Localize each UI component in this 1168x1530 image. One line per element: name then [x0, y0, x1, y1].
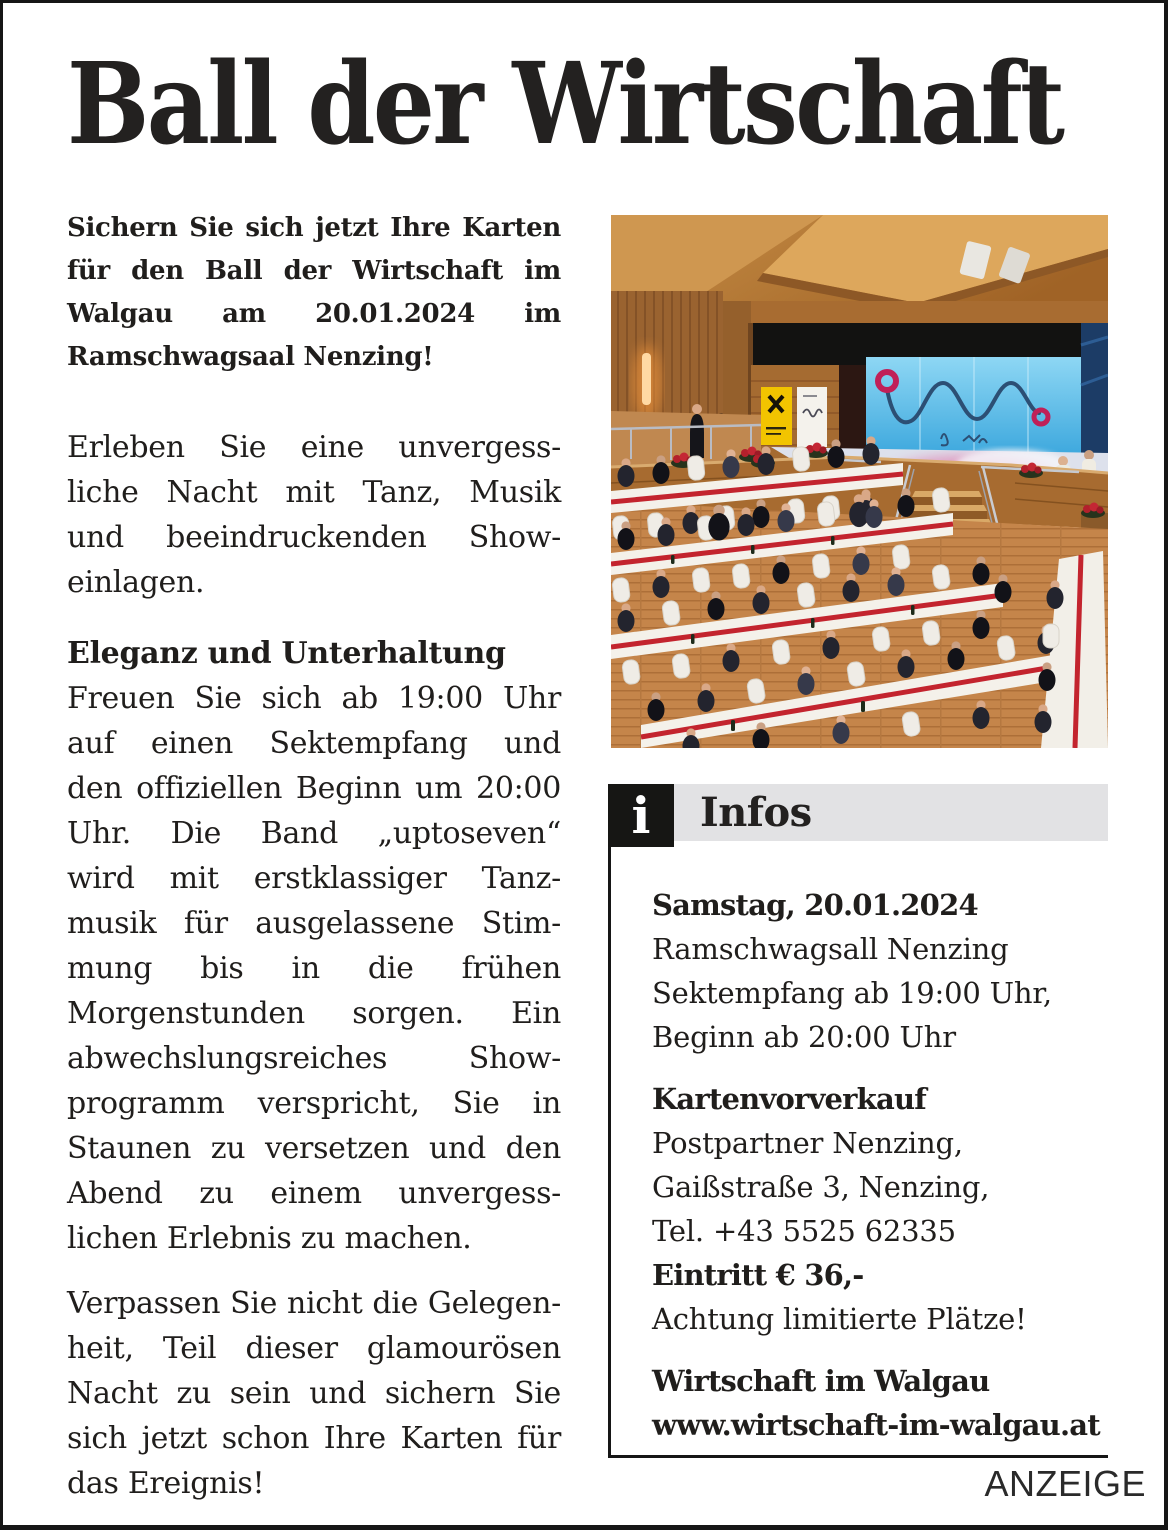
tickets-address-1: Postpartner Nenzing, — [652, 1126, 963, 1160]
article-column — [67, 207, 561, 1506]
infobox-title: Infos — [700, 789, 812, 836]
lead-line: Walgau am 20.01.2024 im — [67, 299, 561, 329]
body-line: wird mit erstklassiger Tanz- — [67, 861, 561, 896]
section-gap — [652, 1059, 1100, 1077]
tickets-note: Achtung limitierte Plätze! — [652, 1302, 1027, 1336]
info-box — [608, 784, 1108, 1458]
body-line: lichen Erlebnis zu machen. — [67, 1221, 472, 1256]
event-date: Samstag, 20.01.2024 — [652, 888, 978, 922]
infobox-title-bar — [674, 784, 1108, 841]
lead-paragraph — [67, 207, 561, 379]
page-title: Ball der Wirtschaft — [67, 39, 1063, 170]
section-gap — [652, 1341, 1100, 1359]
lead-line: für den Ball der Wirtschaft im — [67, 256, 561, 286]
ticket-price: Eintritt € 36,- — [652, 1258, 864, 1292]
paragraph-program — [67, 676, 561, 1261]
body-line: mung bis in die frühen — [67, 951, 561, 986]
body-line: musik für ausgelassene Stim- — [67, 906, 561, 941]
subheading: Eleganz und Unterhaltung — [67, 636, 506, 671]
body-line: liche Nacht mit Tanz, Musik — [67, 475, 561, 510]
paragraph-intro — [67, 425, 561, 605]
infobox-body — [611, 847, 1108, 1447]
paragraph-closing — [67, 1281, 561, 1506]
organizer-name: Wirtschaft im Walgau — [652, 1364, 990, 1398]
event-reception: Sektempfang ab 19:00 Uhr, — [652, 976, 1052, 1010]
event-begin: Beginn ab 20:00 Uhr — [652, 1020, 956, 1054]
tickets-phone: Tel. +43 5525 62335 — [652, 1214, 956, 1248]
ballroom-photo — [611, 215, 1108, 748]
body-line: Abend zu einem unvergess- — [67, 1176, 561, 1211]
body-line: Freuen Sie sich ab 19:00 Uhr — [67, 681, 561, 716]
event-venue: Ramschwagsall Nenzing — [652, 932, 1009, 966]
body-line: Staunen zu versetzen und den — [67, 1131, 561, 1166]
lead-line: Ramschwagsaal Nenzing! — [67, 342, 434, 372]
body-line: einlagen. — [67, 565, 205, 600]
body-line: sich jetzt schon Ihre Karten für — [67, 1421, 561, 1456]
organizer-website: www.wirtschaft-im-walgau.at — [652, 1408, 1100, 1442]
body-line: abwechslungsreiches Show- — [67, 1041, 561, 1076]
body-line: Nacht zu sein und sichern Sie — [67, 1376, 561, 1411]
tickets-address-2: Gaißstraße 3, Nenzing, — [652, 1170, 990, 1204]
body-line: Uhr. Die Band „uptoseven“ — [67, 816, 561, 851]
ballroom-photo-art — [611, 215, 1108, 748]
lead-line: Sichern Sie sich jetzt Ihre Karten — [67, 213, 561, 243]
body-line: auf einen Sektempfang und — [67, 726, 561, 761]
body-line: und beeindruckenden Show- — [67, 520, 561, 555]
info-icon-glyph: i — [631, 786, 651, 845]
body-line: Verpassen Sie nicht die Gelegen- — [67, 1286, 561, 1321]
anzeige-label: ANZEIGE — [984, 1463, 1146, 1504]
body-line: das Ereignis! — [67, 1466, 265, 1501]
info-icon — [608, 784, 674, 847]
tickets-heading: Kartenvorverkauf — [652, 1082, 926, 1116]
infobox-header — [608, 784, 1108, 847]
body-line: heit, Teil dieser glamourösen — [67, 1331, 561, 1366]
body-line: Erleben Sie eine unvergess- — [67, 430, 561, 465]
body-line: Morgenstunden sorgen. Ein — [67, 996, 561, 1031]
body-line: programm verspricht, Sie in — [67, 1086, 561, 1121]
body-line: den offiziellen Beginn um 20:00 — [67, 771, 561, 806]
